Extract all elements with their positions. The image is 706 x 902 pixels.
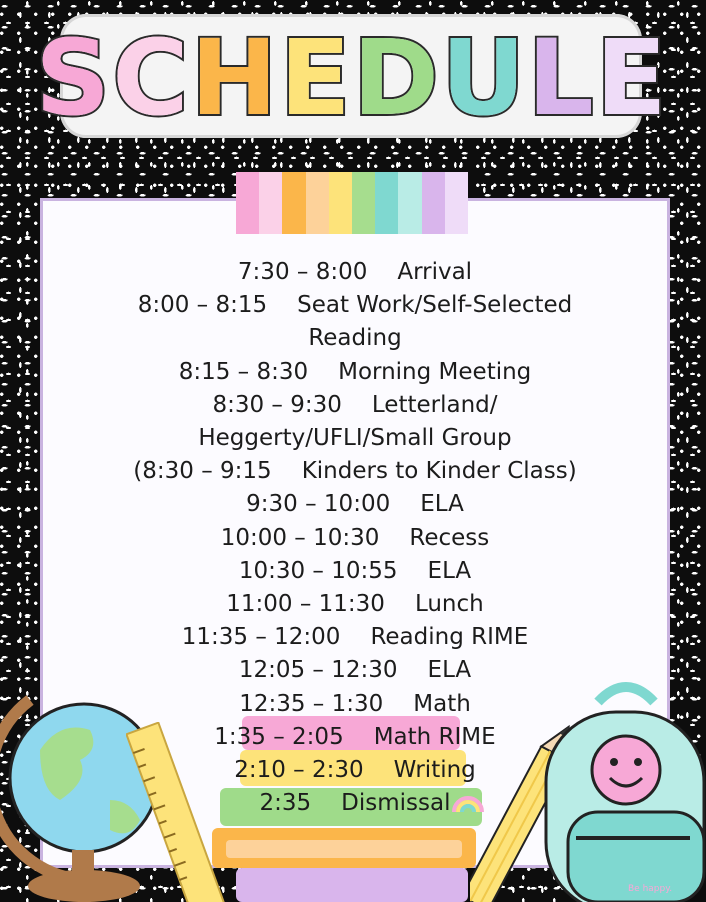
schedule-activity: Writing: [393, 757, 476, 784]
title-letter: D: [352, 17, 439, 139]
title-letter: H: [190, 17, 278, 139]
washi-stripe: [236, 172, 259, 234]
schedule-row: [40, 289, 670, 355]
schedule-time: (8:30 – 9:15: [133, 458, 272, 485]
schedule-activity: Kinders to Kinder Class): [301, 458, 577, 485]
schedule-row: [40, 522, 670, 555]
schedule-time: 12:35 – 1:30: [239, 690, 384, 717]
washi-stripe: [352, 172, 375, 234]
schedule-activity: Seat Work/Self-Selected Reading: [297, 292, 573, 352]
schedule-time: 8:00 – 8:15: [137, 292, 268, 319]
schedule-activity: Dismissal: [341, 790, 451, 817]
schedule-time: 11:35 – 12:00: [181, 624, 341, 651]
schedule-time: 8:30 – 9:30: [212, 391, 342, 418]
washi-stripe: [306, 172, 329, 234]
schedule-row: [40, 621, 670, 654]
schedule-time: 2:10 – 2:30: [234, 757, 364, 784]
backpack-icon: [540, 672, 706, 902]
schedule-time: 10:00 – 10:30: [220, 524, 380, 551]
washi-stripe: [422, 172, 445, 234]
washi-stripe: [259, 172, 282, 234]
schedule-activity: Arrival: [397, 259, 473, 285]
schedule-row: [40, 356, 670, 389]
washi-stripe: [398, 172, 421, 234]
schedule-activity: Letterland/ Heggerty/UFLI/Small Group: [198, 391, 512, 452]
schedule-time: 7:30 – 8:00: [237, 259, 368, 285]
watermark: Be happy.: [628, 884, 673, 894]
schedule-time: 9:30 – 10:00: [246, 491, 391, 518]
title-letter: U: [440, 17, 526, 139]
washi-tape: [236, 172, 468, 234]
ruler-icon: [126, 722, 226, 902]
page-title: [35, 17, 667, 139]
schedule-activity: ELA: [427, 557, 472, 584]
title-letter: L: [527, 17, 594, 139]
schedule-time: 10:30 – 10:55: [238, 557, 398, 584]
schedule-activity: ELA: [420, 491, 464, 518]
title-letter: E: [279, 17, 351, 139]
schedule-row: [40, 389, 670, 455]
schedule-time: 8:15 – 8:30: [178, 358, 309, 385]
schedule-activity: Math: [413, 690, 471, 717]
schedule-time: 12:05 – 12:30: [238, 657, 398, 684]
schedule-time: 2:35: [259, 790, 312, 817]
title-letter: E: [595, 17, 667, 139]
washi-stripe: [329, 172, 352, 234]
washi-stripe: [282, 172, 305, 234]
schedule-activity: Recess: [409, 524, 490, 551]
washi-stripe: [445, 172, 468, 234]
schedule-time: 1:35 – 2:05: [214, 723, 344, 750]
schedule-row: [40, 455, 670, 488]
schedule-activity: ELA: [427, 657, 472, 684]
schedule-activity: Math RIME: [373, 723, 496, 750]
schedule-time: 11:00 – 11:30: [226, 591, 385, 618]
schedule-activity: Reading RIME: [370, 624, 529, 651]
schedule-row: [40, 555, 670, 588]
schedule-activity: Lunch: [414, 591, 484, 618]
schedule-activity: Morning Meeting: [338, 358, 532, 385]
title-letter: C: [112, 17, 189, 139]
schedule-row: [40, 588, 670, 621]
washi-stripe: [375, 172, 398, 234]
title-letter: S: [35, 17, 111, 139]
schedule-row: [40, 256, 670, 289]
schedule-row: [40, 488, 670, 521]
